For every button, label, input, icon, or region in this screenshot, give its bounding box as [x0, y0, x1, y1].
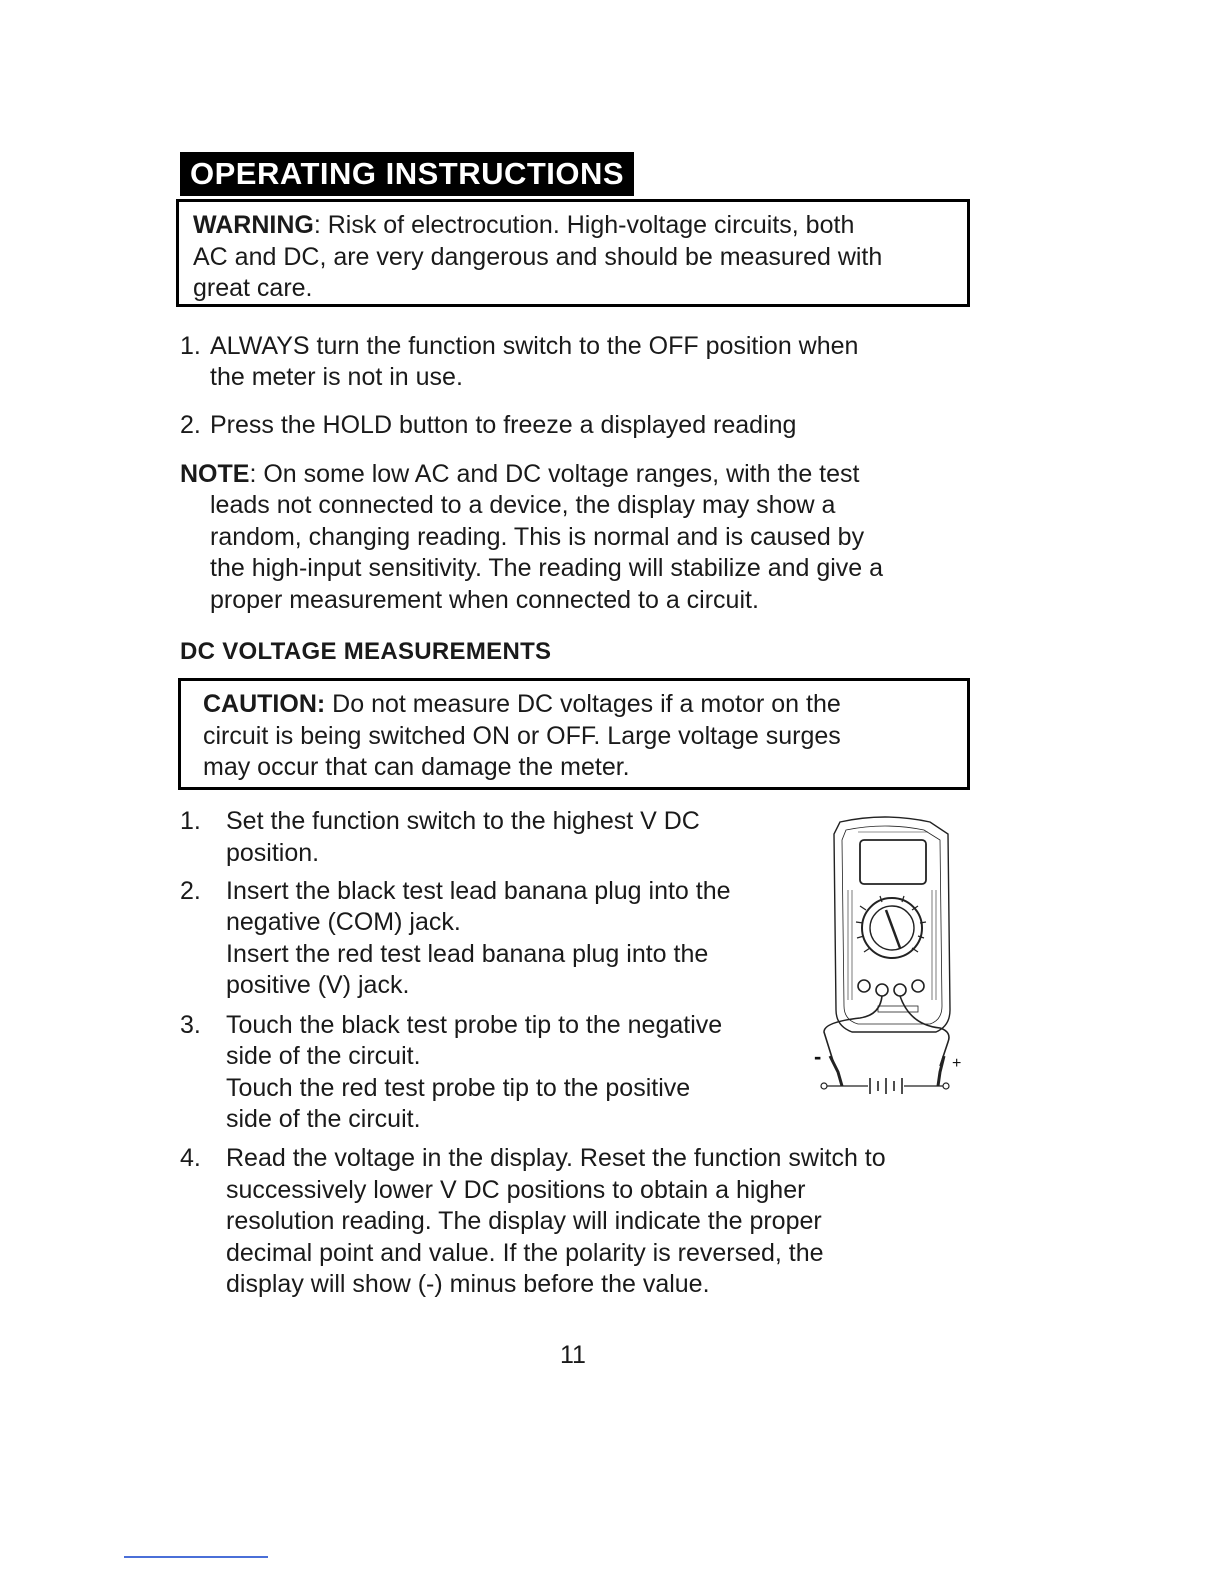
- black-test-lead: [824, 996, 882, 1064]
- minus-sign: -: [814, 1044, 822, 1069]
- step-number: 1.: [180, 332, 201, 360]
- jack-icon: [894, 984, 906, 996]
- black-probe: [830, 1056, 842, 1086]
- step-number: 4.: [180, 1144, 201, 1172]
- caution-box: [178, 678, 970, 790]
- step-text: Touch the red test probe tip to the positive: [226, 1074, 691, 1102]
- warning-line-3: great care.: [193, 274, 313, 302]
- multimeter-illustration: [800, 810, 970, 1110]
- step-number: 2.: [180, 877, 201, 905]
- jack-icon: [876, 984, 888, 996]
- step-text: negative (COM) jack.: [226, 908, 461, 936]
- warning-line-2: AC and DC, are very dangerous and should be measured with: [193, 242, 883, 271]
- caution-line-2: circuit is being switched ON or OFF. Large voltage surges: [203, 721, 841, 750]
- step-text: ALWAYS turn the function switch to the OFF position when: [210, 332, 859, 360]
- section-title: OPERATING INSTRUCTIONS: [180, 152, 634, 196]
- warning-line-1: WARNING: Risk of electrocution. High-voltage circuits, both: [193, 211, 855, 239]
- step-text: decimal point and value. If the polarity is reversed, the: [226, 1239, 824, 1267]
- step-text: Set the function switch to the highest V DC: [226, 807, 700, 835]
- plus-sign: +: [952, 1055, 962, 1072]
- note-line: the high-input sensitivity. The reading will stabilize and give a: [210, 554, 884, 582]
- meter-display: [860, 840, 926, 884]
- caution-line-1: CAUTION: Do not measure DC voltages if a motor on the: [203, 690, 841, 718]
- warning-box: [176, 199, 970, 307]
- step-text: the meter is not in use.: [210, 363, 463, 391]
- note-label: NOTE: [180, 460, 250, 488]
- note-line: random, changing reading. This is normal and is caused by: [210, 523, 865, 551]
- step-number: 1.: [180, 807, 201, 835]
- step-text: positive (V) jack.: [226, 971, 410, 999]
- step-text: Insert the black test lead banana plug into the: [226, 877, 731, 905]
- caution-line-3: may occur that can damage the meter.: [203, 753, 630, 781]
- step-text: Press the HOLD button to freeze a displayed reading: [210, 411, 797, 439]
- step-text: Read the voltage in the display. Reset the function switch to: [226, 1144, 886, 1172]
- battery-icon: [870, 1078, 902, 1094]
- footer-rule: [124, 1556, 268, 1558]
- note-line: proper measurement when connected to a circuit.: [210, 586, 759, 614]
- note-line: leads not connected to a device, the display may show a: [210, 491, 836, 519]
- step-text: Touch the black test probe tip to the negative: [226, 1011, 723, 1039]
- jack-icon: [858, 980, 870, 992]
- step-text: display will show (-) minus before the value.: [226, 1270, 710, 1298]
- step-number: 2.: [180, 411, 201, 439]
- dc-voltage-heading: DC VOLTAGE MEASUREMENTS: [180, 638, 552, 665]
- step-text: side of the circuit.: [226, 1105, 421, 1133]
- note-line-1: NOTE: On some low AC and DC voltage ranges, with the test: [180, 460, 860, 488]
- step-text: position.: [226, 839, 320, 867]
- step-text: side of the circuit.: [226, 1042, 421, 1070]
- warning-label: WARNING: [193, 211, 314, 239]
- step-text: resolution reading. The display will indicate the proper: [226, 1207, 822, 1235]
- step-number: 3.: [180, 1011, 201, 1039]
- page-number: 11: [560, 1341, 586, 1369]
- step-text: Insert the red test lead banana plug into the: [226, 940, 709, 968]
- step-text: successively lower V DC positions to obtain a higher: [226, 1176, 806, 1204]
- jack-icon: [912, 980, 924, 992]
- caution-label: CAUTION:: [203, 690, 326, 718]
